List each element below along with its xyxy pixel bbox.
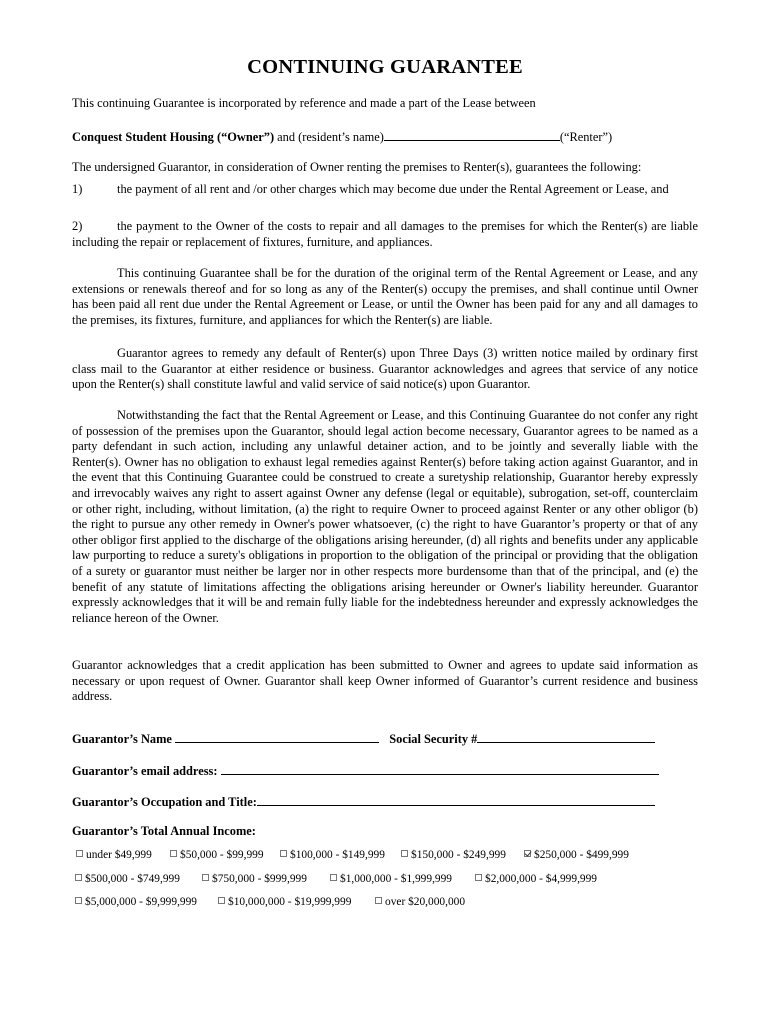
income-option-label: $2,000,000 - $4,999,999	[485, 873, 598, 885]
item-2-text: the payment to the Owner of the costs to repair and all damages to the premises for which the Renter(s) are liable including the repair or replacement of fixtures, furniture, and appliances.	[72, 219, 698, 249]
checkbox-icon[interactable]	[375, 897, 382, 904]
checkbox-icon[interactable]	[76, 850, 83, 857]
duration-paragraph: This continuing Guarantee shall be for the duration of the original term of the Rental Agreement or Lease, and any extensions or renewals thereof and for so long as any of the Renter(s) occupy the premises, and shall continue until Owner has been paid all rent due under the Rental Agreement or Lease, or until the Owner has been paid for any and all damages to the premises, its fixtures, furniture, and appliances for which the Renter(s) are liable.	[72, 266, 698, 327]
default-paragraph: Guarantor agrees to remedy any default of Renter(s) upon Three Days (3) written notice mailed by ordinary first class mail to the Guarantor at either residence or business. Guarantor acknowledges and agrees that service of any notice upon the Renter(s) shall constitute lawful and valid service of said notice(s) upon Guarantor.	[72, 346, 698, 392]
guarantor-occupation-field[interactable]	[257, 793, 655, 806]
income-option[interactable]	[280, 849, 385, 861]
resident-name-field[interactable]	[384, 128, 560, 141]
resident-label: and (resident’s name)	[274, 130, 384, 144]
income-option-label: over $20,000,000	[385, 896, 466, 908]
item-1-text: the payment of all rent and /or other charges which may become due under the Rental Agreement or Lease, and	[117, 182, 669, 196]
guarantor-name-label: Guarantor’s Name	[72, 732, 172, 746]
parties-line	[72, 128, 698, 146]
income-option[interactable]	[76, 849, 152, 861]
guarantor-income-label: Guarantor’s Total Annual Income:	[72, 824, 256, 838]
income-option[interactable]	[475, 873, 597, 885]
undersigned-text: The undersigned Guarantor, in consideration of Owner renting the premises to Renter(s), guarantees the following:	[72, 160, 642, 174]
item-1	[72, 182, 698, 198]
renter-label: (“Renter”)	[559, 130, 613, 144]
guarantor-email-field[interactable]	[221, 762, 659, 775]
income-option-label: $750,000 - $999,999	[212, 873, 307, 885]
income-option[interactable]	[524, 849, 629, 861]
income-option-label: $500,000 - $749,999	[85, 873, 180, 885]
notwithstanding-paragraph: Notwithstanding the fact that the Rental Agreement or Lease, and this Continuing Guarantee do not confer any right of possession of the premises upon the Guarantor, should legal action become necessary, Guarantor agrees to be named as a party defendant in such action, including any unlawful detainer action, and to be jointly and severally liable with the Renter(s). Owner has no obligation to exhaust legal remedies against Renter(s) before taking action against Guarantor, and in the event that this Continuing Guarantee could be construed to create a suretyship relationship, Guarantor hereby expressly and irrevocably waives any right to assert against Owner any defense (legal or equitable), subrogation, set-off, counterclaim or other right, including, without limitation, (a) the right to require Owner to proceed against Renter or any other obligor (b) the right to pursue any other remedy in Owner's power whatsoever, (c) the right to have Guarantor’s property or that of any other obligor first applied to the discharge of the obligations arising hereunder, (d) all rights and benefits under any applicable law purporting to reduce a surety's obligations in proportion to the obligation of the principal or providing that the obligation of a surety or guarantor must neither be larger nor in other respects more burdensome than that of the principal, and (e) the benefit of any statute of limitations affecting the obligations arising hereunder or Owner's liability hereunder. Guarantor expressly acknowledges that it will be and remain fully liable for the indebtedness hereunder and expressly acknowledges the reliance hereon of the Owner.	[72, 408, 698, 625]
income-option-label: $1,000,000 - $1,999,999	[340, 873, 453, 885]
income-option[interactable]	[401, 849, 506, 861]
income-option[interactable]	[75, 873, 180, 885]
checkbox-icon[interactable]	[401, 850, 408, 857]
income-option-label: $250,000 - $499,999	[534, 849, 629, 861]
checkbox-icon[interactable]	[75, 874, 82, 881]
ssn-label: Social Security #	[389, 732, 478, 746]
guarantor-email-row	[72, 762, 659, 779]
credit-paragraph: Guarantor acknowledges that a credit application has been submitted to Owner and agrees to update said information as necessary or upon request of Owner. Guarantor shall keep Owner informed of Guarantor’s current residence and business address.	[72, 658, 698, 704]
income-option[interactable]	[218, 896, 351, 908]
checkbox-icon[interactable]	[280, 850, 287, 857]
income-option-label: $150,000 - $249,999	[411, 849, 506, 861]
guarantor-name-field[interactable]	[175, 730, 379, 743]
checkbox-icon[interactable]	[170, 850, 177, 857]
item-2-number: 2)	[72, 219, 83, 233]
income-option[interactable]	[170, 849, 264, 861]
income-option[interactable]	[202, 873, 307, 885]
checkbox-icon[interactable]	[475, 874, 482, 881]
document-title: CONTINUING GUARANTEE	[247, 56, 523, 78]
ssn-field[interactable]	[477, 730, 655, 743]
item-1-number: 1)	[72, 182, 83, 196]
guarantor-email-label: Guarantor’s email address:	[72, 764, 218, 778]
guarantor-occupation-label: Guarantor’s Occupation and Title:	[72, 795, 257, 809]
income-option-label: under $49,999	[86, 849, 152, 861]
item-2	[72, 219, 698, 250]
income-option[interactable]	[75, 896, 197, 908]
checkbox-icon[interactable]	[218, 897, 225, 904]
income-option-label: $50,000 - $99,999	[180, 849, 264, 861]
checkbox-icon[interactable]	[75, 897, 82, 904]
income-option-label: $10,000,000 - $19,999,999	[228, 896, 352, 908]
checkbox-icon[interactable]	[202, 874, 209, 881]
owner-name: Conquest Student Housing (“Owner”)	[72, 130, 275, 144]
income-option-label: $100,000 - $149,999	[290, 849, 385, 861]
income-option[interactable]	[330, 873, 452, 885]
intro-text: This continuing Guarantee is incorporated by reference and made a part of the Lease between	[72, 96, 536, 110]
guarantor-occupation-row	[72, 793, 655, 810]
income-option-label: $5,000,000 - $9,999,999	[85, 896, 198, 908]
income-option[interactable]	[375, 896, 465, 908]
checkbox-icon[interactable]	[330, 874, 337, 881]
checkbox-checked-icon[interactable]	[524, 850, 531, 857]
guarantor-name-row	[72, 730, 655, 747]
